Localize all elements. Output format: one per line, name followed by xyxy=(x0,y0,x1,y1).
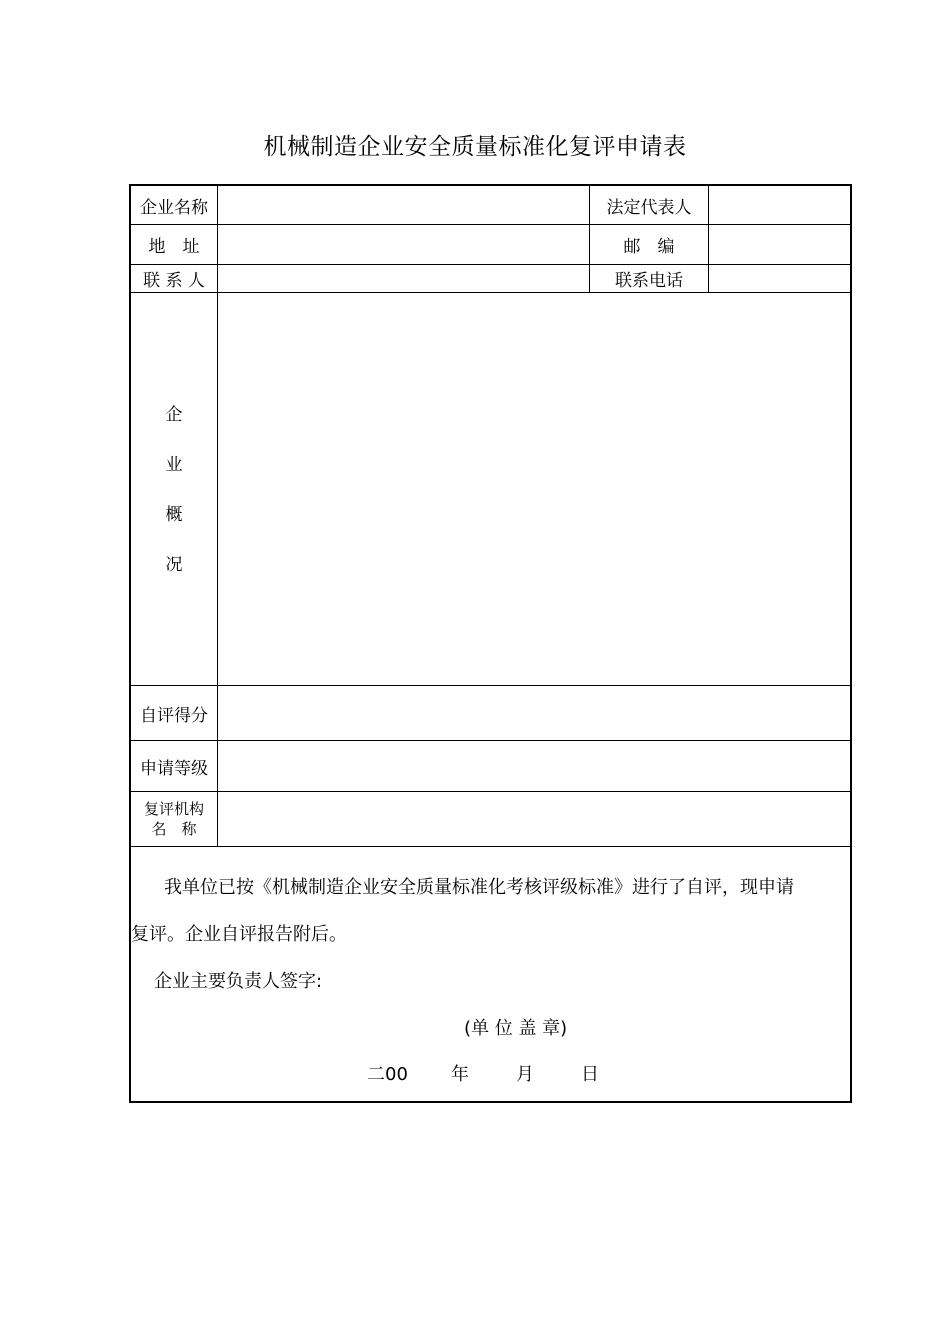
address-field[interactable] xyxy=(218,225,589,264)
apply-level-field[interactable] xyxy=(218,741,850,791)
contact-phone-field[interactable] xyxy=(709,265,850,292)
declaration-line2: 复评。企业自评报告附后。 xyxy=(131,924,347,945)
overview-char: 业 xyxy=(165,455,183,475)
company-name-field[interactable] xyxy=(218,186,589,224)
self-score-field[interactable] xyxy=(218,686,850,740)
address-label: 地 址 xyxy=(148,237,200,257)
overview-char: 况 xyxy=(165,555,183,575)
legal-representative-label: 法定代表人 xyxy=(606,197,692,218)
review-org-field[interactable] xyxy=(218,792,850,846)
postcode-field[interactable] xyxy=(709,225,850,264)
company-name-label: 企业名称 xyxy=(140,197,208,218)
legal-representative-field[interactable] xyxy=(709,186,850,224)
form-title: 机械制造企业安全质量标准化复评申请表 xyxy=(263,134,687,160)
postcode-label: 邮 编 xyxy=(623,237,675,257)
date-day: 日 xyxy=(581,1064,599,1085)
company-overview-label xyxy=(131,390,217,590)
review-org-label-line2: 名 称 xyxy=(151,820,197,838)
contact-person-field[interactable] xyxy=(218,265,589,292)
review-org-label-line1: 复评机构 xyxy=(143,800,204,818)
declaration-line1: 我单位已按《机械制造企业安全质量标准化考核评级标准》进行了自评，现申请 xyxy=(164,877,794,898)
signature-label: 企业主要负责人签字: xyxy=(154,971,323,992)
review-org-label xyxy=(131,792,217,846)
contact-person-label: 联 系 人 xyxy=(143,271,205,291)
date-month: 月 xyxy=(516,1064,534,1085)
contact-phone-label: 联系电话 xyxy=(615,271,683,291)
overview-char: 概 xyxy=(165,505,183,525)
date-year: 年 xyxy=(451,1064,469,1085)
overview-char: 企 xyxy=(165,405,183,425)
application-form-table xyxy=(129,184,852,1103)
seal-note: (单 位 盖 章) xyxy=(464,1018,568,1039)
row-divider xyxy=(131,846,850,847)
self-score-label: 自评得分 xyxy=(140,705,208,726)
company-overview-field[interactable] xyxy=(218,293,850,685)
apply-level-label: 申请等级 xyxy=(140,758,208,779)
date-prefix: 二00 xyxy=(367,1064,408,1085)
